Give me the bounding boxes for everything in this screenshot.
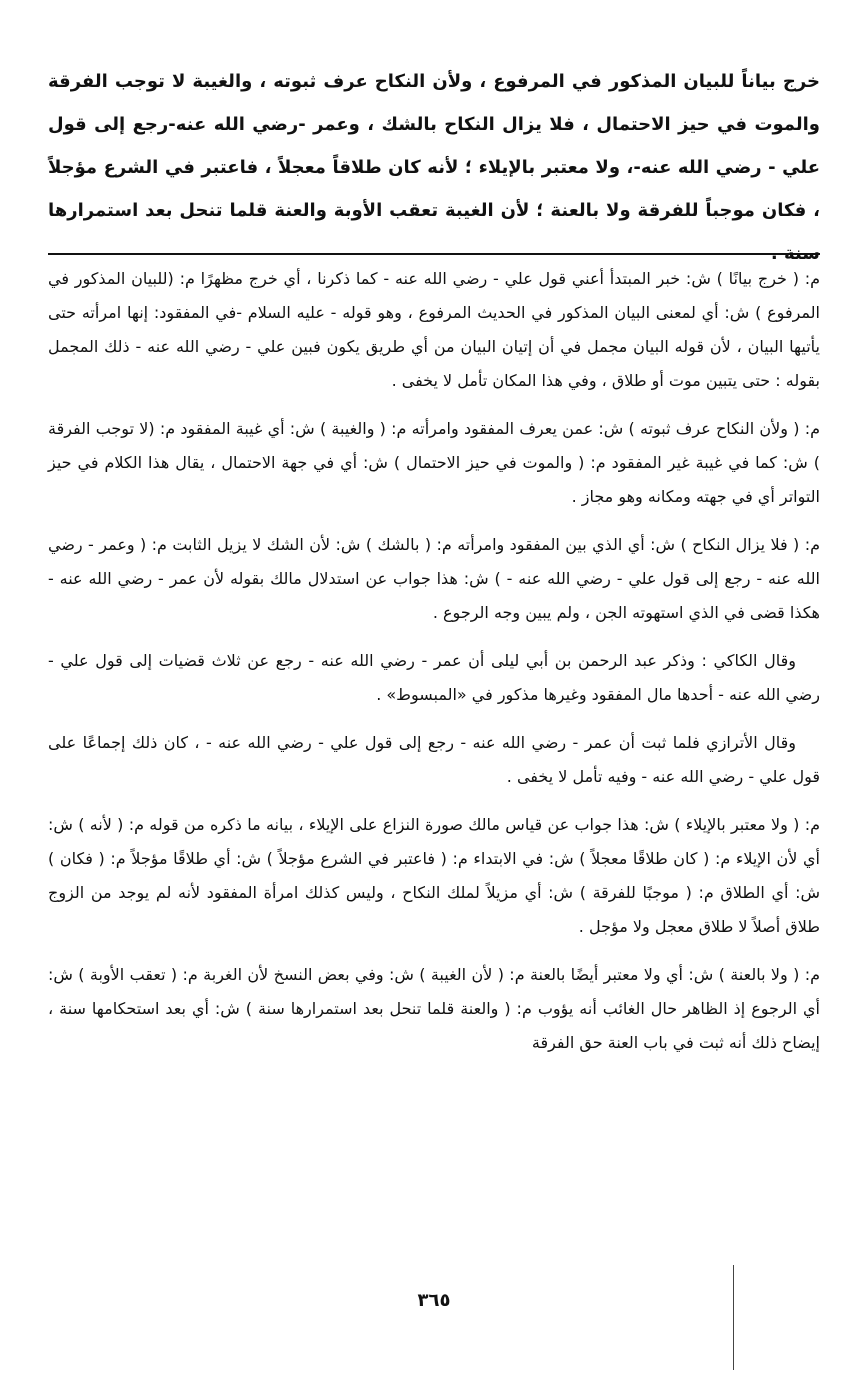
main-text-paragraph: خرج بياناً للبيان المذكور في المرفوع ، ولأن النكاح عرف ثبوته ، والغيبة لا توجب الفرقة والموت في حيز الاحتمال ، فلا يزال النكاح بالشك ، وعمر -رضي الله عنه-رجع إلى قول علي - رضي الله عنه-، ولا معتبر بالإيلاء ؛ لأنه كان طلاقاً معجلاً ، فاعتبر في الشرع مؤجلاً ، فكان موجباً للفرقة ولا بالعنة ؛ لأن الغيبة تعقب الأوبة والعنة قلما تنحل بعد استمرارها سنة . [48, 71, 820, 264]
commentary-paragraph-6: م: ( ولا معتبر بالإيلاء ) ش: هذا جواب عن قياس مالك صورة النزاع على الإيلاء ، بيانه ما ذكره من قوله م: ( لأنه ) ش: أي لأن الإيلاء م: ( كان طلاقًا معجلاً ) ش: في الابتداء م: ( فاعتبر في الشرع مؤجلاً ) ش: أي طلاقًا مؤجلاً م: ( فكان ) ش: أي الطلاق م: ( موجبًا للفرقة ) ش: أي مزيلاً لملك النكاح ، وليس كذلك امرأة المفقود لأنه لم يوجد من الزوج طلاق أصلاً لا طلاق معجل ولا مؤجل . [48, 815, 820, 936]
commentary-paragraph-1: م: ( خرج بيانًا ) ش: خبر المبتدأ أعني قول علي - رضي الله عنه - كما ذكرنا ، أي خرج مظهرًا م: (للبيان المذكور في المرفوع ) ش: أي لمعنى البيان المذكور في الحديث المرفوع ، وهو قوله - عليه السلام -في المفقود: إنها امرأته حتى يأتيها البيان ، لأن قوله البيان مجمل في أن إتيان البيان من أي طريق يكون فبين علي - رضي الله عنه - ذلك المجمل بقوله : حتى يتبين موت أو طلاق ، وفي هذا المكان تأمل لا يخفى . [48, 269, 820, 390]
separator-rule [48, 253, 820, 255]
commentary-paragraph-4: وقال الكاكي : وذكر عبد الرحمن بن أبي ليلى أن عمر - رضي الله عنه - رجع عن ثلاث قضيات إلى قول علي - رضي الله عنه - أحدها مال المفقود وغيرها مذكور في «المبسوط» . [48, 651, 820, 704]
margin-line [733, 1265, 734, 1370]
commentary-paragraph-7: م: ( ولا بالعنة ) ش: أي ولا معتبر أيضًا بالعنة م: ( لأن الغيبة ) ش: وفي بعض النسخ لأن الغربة م: ( تعقب الأوبة ) ش: أي الرجوع إذ الظاهر حال الغائب أنه يؤوب م: ( والعنة قلما تنحل بعد استمرارها سنة ) ش: أي بعد استحكامها سنة ، إيضاح ذلك أنه ثبت في باب العنة حق الفرقة [48, 965, 820, 1052]
commentary-paragraph-5: وقال الأترازي فلما ثبت أن عمر - رضي الله عنه - رجع إلى قول علي - رضي الله عنه - ، كان ذلك إجماعًا على قول علي - رضي الله عنه - وفيه تأمل لا يخفى . [48, 733, 820, 786]
commentary-paragraph-3: م: ( فلا يزال النكاح ) ش: أي الذي بين المفقود وامرأته م: ( بالشك ) ش: لأن الشك لا يزيل الثابت م: ( وعمر - رضي الله عنه - رجع إلى قول علي - رضي الله عنه - ) ش: هذا جواب عن استدلال مالك بقوله لأن عمر - رضي الله عنه - هكذا قضى في الذي استهوته الجن ، ولم يبين وجه الرجوع . [48, 535, 820, 622]
commentary-paragraph-2: م: ( ولأن النكاح عرف ثبوته ) ش: عمن يعرف المفقود وامرأته م: ( والغيبة ) ش: أي غيبة المفقود م: (لا توجب الفرقة ) ش: كما في غيبة غير المفقود م: ( والموت في حيز الاحتمال ) ش: أي في جهة الاحتمال ، يقال هذا الكلام في حيز التواتر أي في جهته ومكانه وهو مجاز . [48, 419, 820, 506]
main-text-block [48, 60, 820, 275]
page-number: ٣٦٥ [417, 1290, 451, 1311]
commentary-block [48, 262, 820, 1074]
